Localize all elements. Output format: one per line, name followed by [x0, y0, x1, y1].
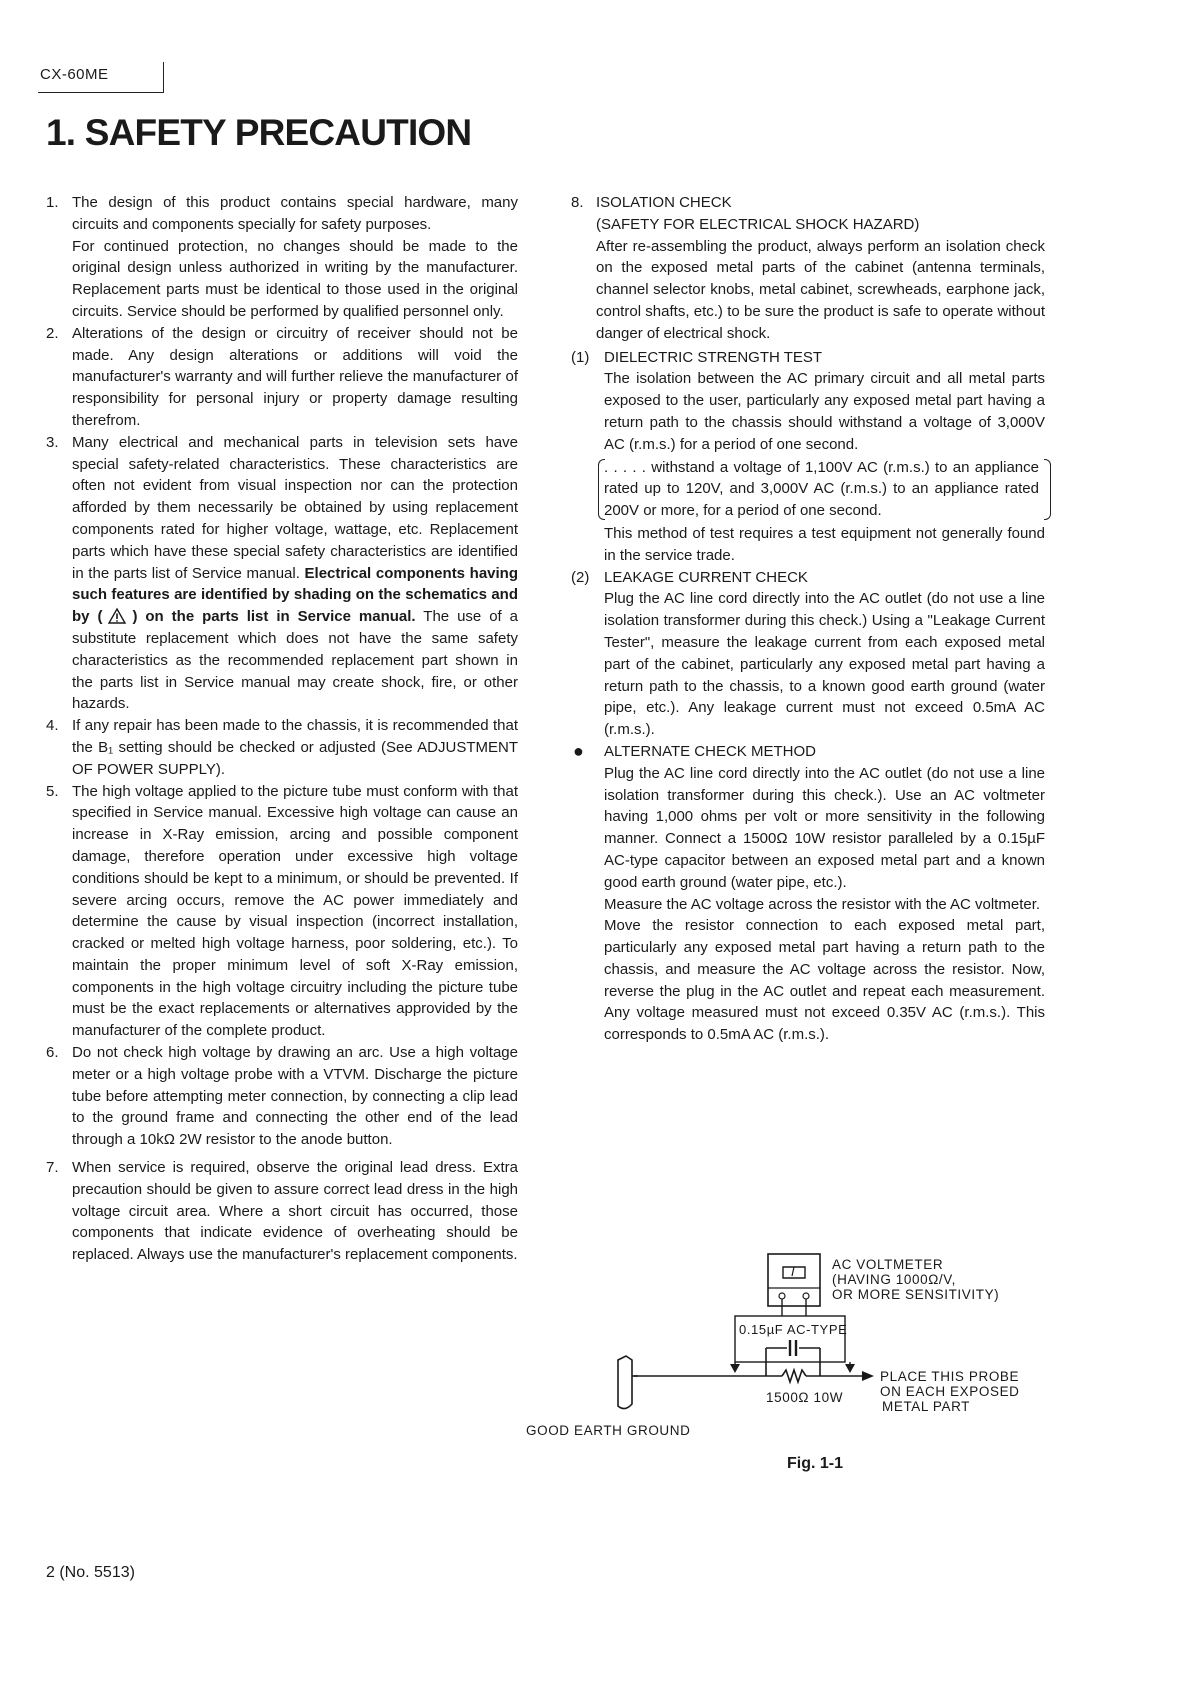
item-number: 6. [46, 1044, 59, 1062]
item-text-group [72, 432, 518, 715]
item-number: 2. [46, 324, 59, 342]
item-text: Alterations of the design or circuitry of receiver should not be made. Any design alterations or additions will void the manufacturer's warranty and will further relieve the manufacturer of responsibility for personal injury or property damage resulting therefrom. [72, 324, 518, 429]
item-text: The high voltage applied to the picture tube must conform with that specified in Service manual. Excessive high voltage can cause an increase in X-Ray emission, arcing and possible component damage, therefore operation under excessive high voltage conditions should be kept to a minimum, or should be prevented. If severe arcing occurs, remove the AC power immediately and determine the cause by visual inspection (incorrect installation, cracked or melted high voltage harness, poor soldering, etc.). To maintain the proper minimum level of soft X-Ray emission, components in the high voltage circuitry including the picture tube must be the exact replacements or alternatives approvided by the manufacturer of the complete product. [72, 782, 518, 1040]
model-underline [38, 92, 164, 93]
figure-caption: Fig. 1-1 [787, 1455, 844, 1472]
terminal-icon [803, 1293, 809, 1299]
section-subheading: (SAFETY FOR ELECTRICAL SHOCK HAZARD) [596, 215, 920, 233]
sub-heading: ALTERNATE CHECK METHOD [604, 742, 816, 760]
terminal-icon [779, 1293, 785, 1299]
precaution-item-5 [46, 781, 518, 1043]
precaution-item-6 [46, 1042, 518, 1151]
leakage-check [571, 567, 1045, 741]
item-text: If any repair has been made to the chassis, it is recommended that the B₁ setting should be checked or adjusted (See ADJUSTMENT OF POWER SUPPLY). [72, 717, 518, 778]
sub-text: Move the resistor connection to each exposed metal part, particularly any exposed metal part having a return path to the chassis, and measure the AC voltage across the resistor. Now, reverse the plug in the AC outlet and repeat each measurement. Any voltage measured must not exceed 0.35V AC (r.m.s.). This corresponds to 0.5mA AC (r.m.s.). [604, 917, 1045, 1044]
precaution-item-2 [46, 323, 518, 432]
voltmeter-label: OR MORE SENSITIVITY) [832, 1287, 1000, 1302]
voltmeter-label: AC VOLTMETER [832, 1257, 944, 1272]
item-text: When service is required, observe the original lead dress. Extra precaution should be given to assure correct lead dress in the high voltage circuit area. Where a short circuit has occurred, those components that indicate evidence of overheating should be replaced. Always use the manufacturer's replacement components. [72, 1159, 518, 1264]
capacitor-label: 0.15µF AC-TYPE [739, 1322, 848, 1337]
probe-label: PLACE THIS PROBE [880, 1369, 1020, 1384]
right-column [571, 192, 1045, 1046]
probe-arrow-icon [862, 1371, 874, 1381]
sub-number: (2) [571, 568, 590, 586]
item-text: Do not check high voltage by drawing an arc. Use a high voltage meter or a high voltage probe with a VTVM. Discharge the picture tube before attempting meter connection, by connecting a clip lead to the ground frame and connecting the other end of the lead through a 10kΩ 2W resistor to the anode button. [72, 1044, 518, 1149]
precaution-item-7 [46, 1157, 518, 1266]
dielectric-test [571, 347, 1045, 567]
sub-heading: LEAKAGE CURRENT CHECK [604, 568, 808, 586]
sub-text: This method of test requires a test equipment not generally found in the service trade. [604, 524, 1045, 564]
page-number: 2 (No. 5513) [46, 1564, 135, 1581]
warning-triangle-icon [108, 608, 126, 624]
left-column [46, 192, 518, 1266]
sub-text: The isolation between the AC primary circuit and all metal parts exposed to the user, particularly any exposed metal part having a return path to the chassis should withstand a voltage of 3,000V AC (r.m.s.) for a period of one second. [604, 370, 1045, 453]
voltmeter-icon [768, 1254, 820, 1306]
resistor-label: 1500Ω 10W [766, 1390, 844, 1405]
sub-number: (1) [571, 348, 590, 366]
precaution-item-4 [46, 715, 518, 780]
sub-text: Plug the AC line cord directly into the AC outlet (do not use a line isolation transformer during this check.). Use an AC voltmeter having 1,000 ohms per volt or more sensitivity in the following manner. Connect a 1500Ω 10W resistor paralleled by a 0.15µF AC-type capacitor between an exposed metal part and a known good earth ground (water pipe, etc.). [604, 764, 1045, 891]
precaution-list [46, 192, 518, 1266]
item-bold-text: Electrical components having such features are identified by shading on the schematics and by ( [72, 564, 518, 626]
probe-label: METAL PART [882, 1399, 971, 1414]
precaution-item-3 [46, 432, 518, 715]
precaution-item-1 [46, 192, 518, 323]
isolation-intro: After re-assembling the product, always perform an isolation check on the exposed metal parts of the cabinet (antenna terminals, channel selector knobs, metal cabinet, screwheads, earphone jack, control shafts, etc.) to be sure the product is safe to operate without danger of electrical shock. [596, 237, 1045, 342]
ground-pipe-icon [618, 1356, 632, 1409]
isolation-check-heading [571, 192, 1045, 214]
bullet-icon: ● [573, 740, 584, 761]
model-label: CX-60ME [40, 66, 109, 83]
item-number: 3. [46, 433, 59, 451]
item-number: 8. [571, 194, 584, 211]
item-bold-text: ) on the parts list in Service manual. [132, 608, 416, 626]
model-divider [163, 62, 164, 93]
alternate-check [571, 741, 1045, 1046]
sub-text: Plug the AC line cord directly into the AC outlet (do not use a line isolation transformer during this check.) Using a "Leakage Current Tester", measure the leakage current from each exposed metal part of the cabinet, particularly any exposed metal part having a return path to the chassis, to a known good earth ground (water pipe, etc.). Any leakage current must not exceed 0.5mA AC (r.m.s.). [604, 590, 1045, 739]
item-number: 7. [46, 1159, 59, 1177]
sub-text: Measure the AC voltage across the resistor with the AC voltmeter. [604, 895, 1041, 913]
voltmeter-label: (HAVING 1000Ω/V, [832, 1272, 956, 1287]
item-text: The design of this product contains special hardware, many circuits and components specially for safety purposes. For continued protection, no changes should be made to the original design unless authorized in writing by the manufacturer. Replacement parts must be identical to those used in the original circuits. Service should be performed by qualified personnel only. [72, 194, 518, 320]
bracketed-note: . . . . . withstand a voltage of 1,100V AC (r.m.s.) to an appliance rated up to 120V, and 3,000V AC (r.m.s.) to an appliance rated 200V or more, for a period of one second. [598, 457, 1045, 522]
resistor-icon [782, 1370, 806, 1382]
item-number: 1. [46, 194, 59, 211]
item-number: 5. [46, 782, 59, 800]
probe-label: ON EACH EXPOSED [880, 1384, 1020, 1399]
item-number: 4. [46, 717, 59, 735]
page-title: 1. SAFETY PRECAUTION [46, 112, 472, 153]
section-heading: ISOLATION CHECK [596, 194, 732, 211]
item-text: Many electrical and mechanical parts in television sets have special safety-related characteristics. These characteristics are often not evident from visual inspection nor can the protection afforded by them necessarily be obtained by using replacement components rated for higher voltage, wattage, etc. Replacement parts which have these special safety characteristics are identified in the parts list of Service manual. [72, 433, 518, 582]
sub-heading: DIELECTRIC STRENGTH TEST [604, 348, 823, 366]
ground-label: GOOD EARTH GROUND [526, 1423, 691, 1438]
item-text: The use of a substitute replacement which does not have the same safety characteristics as the recommended replacement part shown in the parts list in Service manual may create shock, fire, or other hazards. [72, 608, 518, 713]
